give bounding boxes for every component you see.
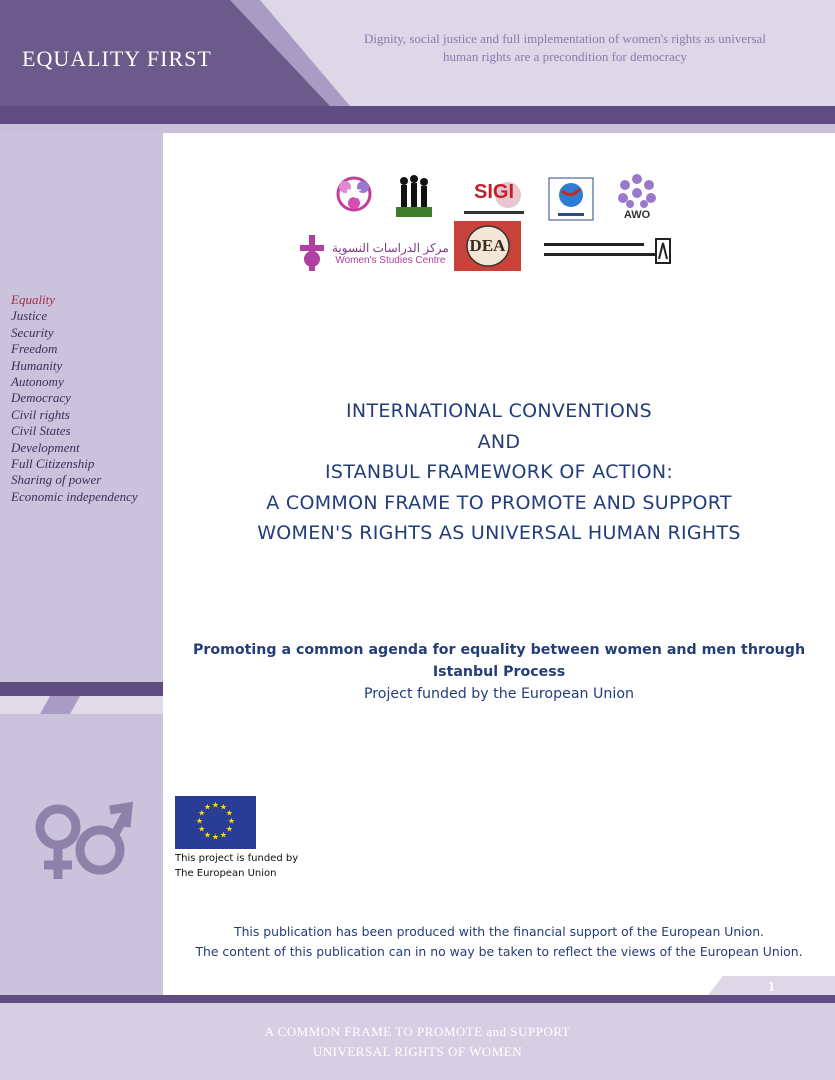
value-development: Development [11, 439, 80, 455]
sidebar-values-list [11, 292, 138, 505]
womens-centre-arabic: مركز الدراسات النسوية [332, 240, 449, 255]
womens-centre-emblem-icon [298, 235, 326, 271]
arabic-organization-logo [540, 237, 672, 267]
value-equality: Equality [11, 292, 56, 307]
sigi-logo [458, 177, 530, 217]
svg-text:★: ★ [219, 802, 228, 812]
page-number: 1 [768, 980, 775, 995]
brand-name: EQUALITY FIRST [22, 46, 212, 71]
value-civil-rights: Civil rights [11, 406, 70, 422]
globe-logo [548, 177, 594, 221]
title-line-2: AND [477, 430, 521, 453]
value-freedom: Freedom [11, 341, 58, 357]
disclaimer-line-1: This publication has been produced with the financial support of the European Union. [234, 924, 764, 939]
value-sharing-of-power: Sharing of power [11, 472, 102, 488]
gender-symbol-icon [28, 795, 138, 885]
eu-disclaimer [163, 922, 835, 962]
title-line-3: ISTANBUL FRAMEWORK OF ACTION: [324, 461, 674, 483]
sigi-logo-text: SIGI [473, 181, 514, 203]
svg-text:★: ★ [225, 824, 233, 834]
dea-logo [454, 221, 521, 271]
svg-text:★: ★ [211, 832, 220, 842]
eu-caption-line-2: The European Union [175, 867, 277, 879]
value-full-citizenship: Full Citizenship [11, 456, 95, 472]
eu-flag-icon [175, 796, 256, 849]
header-divider-light [0, 124, 835, 133]
value-justice: Justice [11, 308, 48, 324]
womens-studies-centre-logo [298, 233, 460, 273]
value-security: Security [11, 324, 54, 340]
women-silhouettes-icon [396, 173, 432, 219]
footer-line-1: A COMMON FRAME TO PROMOTE and SUPPORT [264, 1024, 571, 1039]
document-title [163, 396, 835, 549]
header-divider [0, 106, 835, 124]
footer-text [0, 1022, 835, 1062]
motto-line-2: human rights are a precondition for democracy [442, 49, 688, 64]
value-democracy: Democracy [11, 390, 71, 406]
main-content [163, 133, 835, 976]
sidebar-divider [0, 682, 163, 696]
svg-text:★: ★ [227, 816, 236, 826]
fe-logo [331, 173, 377, 219]
value-economic-independency: Economic independency [11, 488, 138, 504]
svg-text:★: ★ [198, 824, 206, 834]
svg-text:★: ★ [219, 830, 228, 840]
svg-text:★: ★ [198, 808, 206, 818]
fe-logo-text: FE [346, 187, 362, 201]
awo-logo-text: AWO [623, 209, 651, 221]
sidebar-divider-light [0, 696, 163, 714]
svg-text:★: ★ [225, 808, 233, 818]
title-line-1: INTERNATIONAL CONVENTIONS [346, 400, 652, 422]
footer-line-2: UNIVERSAL RIGHTS OF WOMEN [312, 1044, 523, 1059]
footer-divider [0, 995, 835, 1003]
dea-logo-text: DEA [469, 236, 506, 255]
value-humanity: Humanity [11, 357, 63, 373]
arabic-organization-emblem-icon [540, 237, 672, 267]
globe-logo-icon [548, 177, 594, 221]
partner-logos [163, 133, 835, 283]
eu-caption-line-1: This project is funded by [175, 853, 299, 864]
subtitle-line-2: Istanbul Process [432, 664, 566, 680]
awo-logo [613, 171, 661, 223]
value-autonomy: Autonomy [11, 374, 64, 390]
motto-line-1: Dignity, social justice and full implementation of women's rights as universal [364, 31, 766, 46]
svg-text:★: ★ [211, 800, 220, 810]
svg-text:★: ★ [195, 816, 204, 826]
title-line-5: WOMEN'S RIGHTS AS UNIVERSAL HUMAN RIGHTS [257, 522, 741, 544]
womens-centre-english: Women's Studies Centre [335, 254, 446, 266]
disclaimer-line-2: The content of this publication can in no way be taken to reflect the views of the European Union. [195, 944, 803, 959]
footer-band-white [163, 976, 723, 995]
svg-text:★: ★ [203, 802, 212, 812]
header-motto [330, 30, 800, 66]
eu-funding-caption [175, 852, 298, 881]
subtitle-line-3: Project funded by the European Union [363, 686, 635, 702]
title-line-4: A COMMON FRAME TO PROMOTE AND SUPPORT [266, 491, 732, 514]
subtitle-line-1: Promoting a common agenda for equality between women and men through [192, 642, 806, 658]
svg-text:★: ★ [203, 830, 212, 840]
value-civil-states: Civil States [11, 423, 71, 439]
document-subtitle [163, 639, 835, 705]
eu-stars-icon [175, 796, 256, 849]
women-silhouettes-logo [396, 173, 432, 219]
